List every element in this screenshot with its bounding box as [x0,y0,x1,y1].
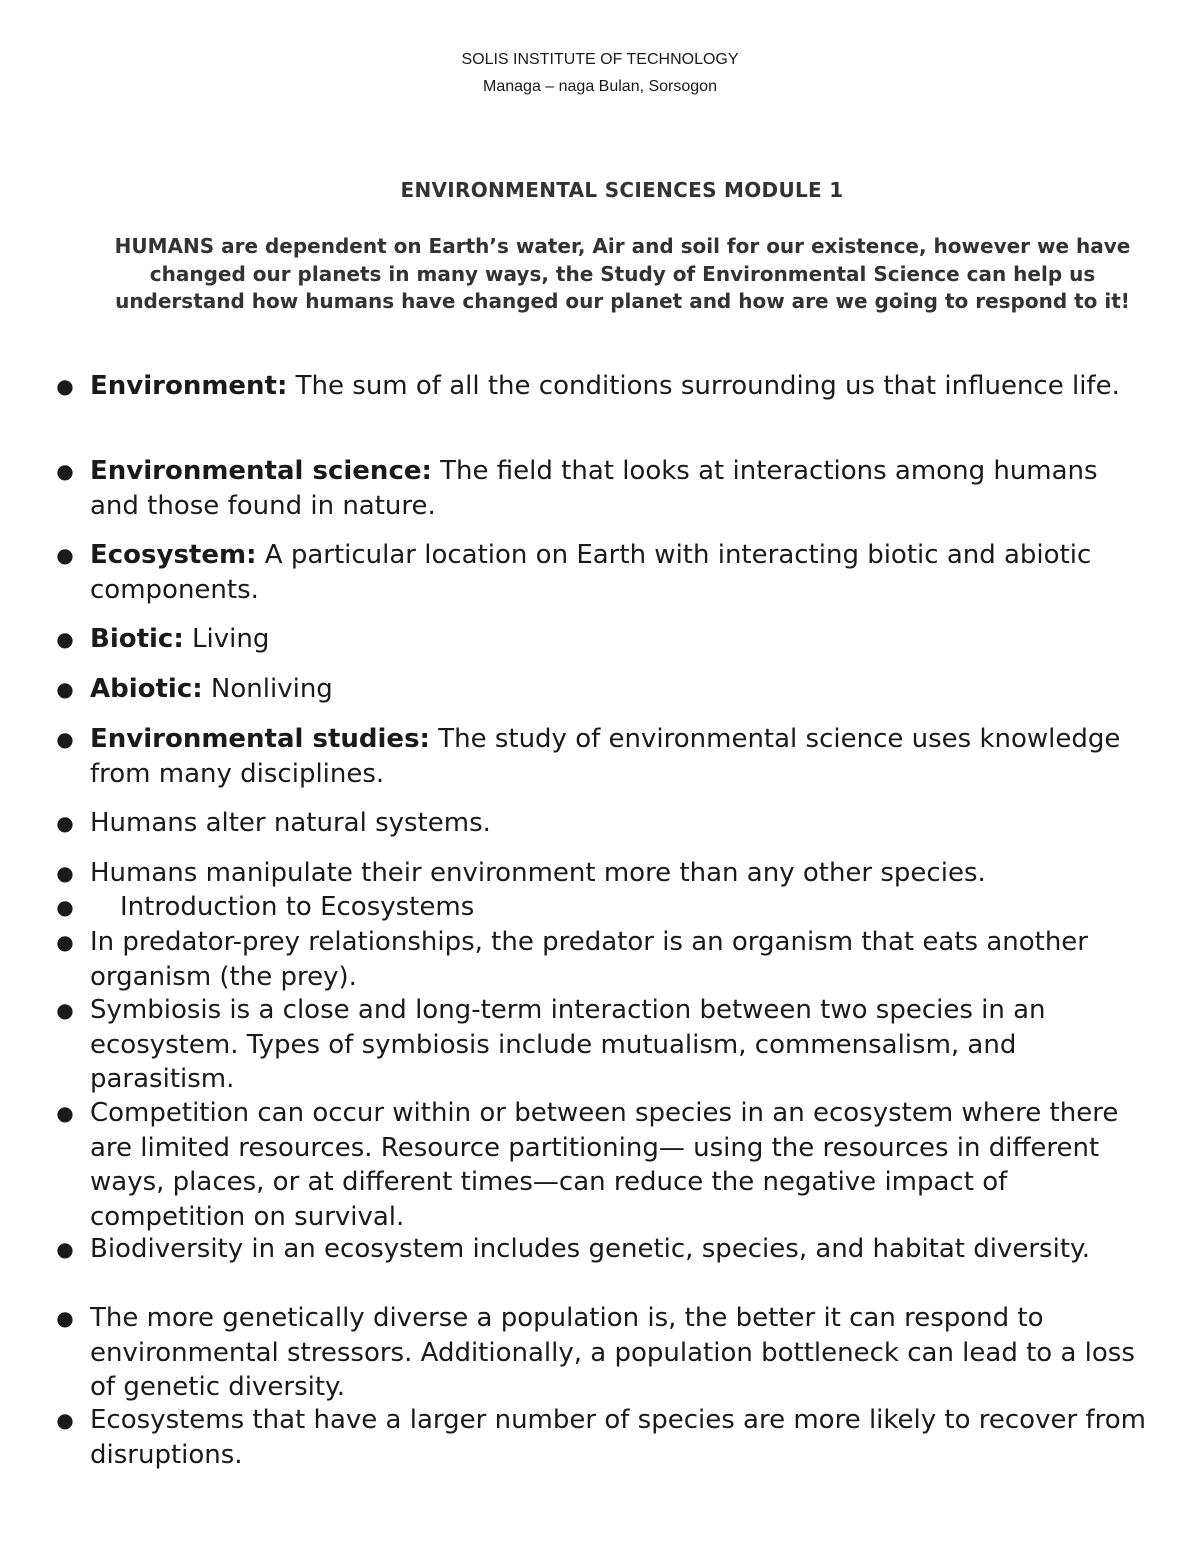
item-term: Environment: [90,371,288,401]
bullet-icon: ● [56,543,74,567]
item-text: Living [183,624,270,654]
item-text: Humans manipulate their environment more than any other species. [90,858,986,888]
list-item [56,369,1150,404]
module-title: ENVIRONMENTAL SCIENCES MODULE 1 [400,178,844,202]
list-item [56,925,1150,994]
item-text: A particular location on Earth with interacting biotic and abiotic components. [90,540,1092,605]
item-text: Symbiosis is a close and long-term interaction between two species in an ecosystem. Types of symbiosis include mutualism, commensalism, and parasitism. [90,995,1046,1094]
bullet-icon: ● [56,374,74,398]
list-item [56,1232,1150,1267]
item-term: Abiotic: [90,674,203,704]
item-text: In predator-prey relationships, the predator is an organism that eats another organism (the prey). [90,927,1088,992]
document-header [0,46,1200,100]
item-text: Biodiversity in an ecosystem includes genetic, species, and habitat diversity. [90,1234,1090,1264]
item-term: Environmental studies: [90,724,430,754]
institution-address: Managa – naga Bulan, Sorsogon [483,78,717,95]
item-term: Biotic: [90,624,184,654]
item-text: Nonliving [202,674,333,704]
item-text: The field that looks at interactions among humans and those found in nature. [90,456,1098,521]
list-item [56,806,1150,841]
bullet-icon: ● [56,1408,74,1432]
item-term: Environmental science: [90,456,432,486]
list-item [56,993,1150,1097]
bullet-icon: ● [56,930,74,954]
bullet-icon: ● [56,895,74,919]
bullet-icon: ● [56,998,74,1022]
item-text: The sum of all the conditions surrounding us that influence life. [287,371,1120,401]
list-item [56,454,1150,523]
bullet-icon: ● [56,1101,74,1125]
bullet-icon: ● [56,811,74,835]
item-term: Ecosystem: [90,540,257,570]
institution-name: SOLIS INSTITUTE OF TECHNOLOGY [461,51,739,68]
bullet-icon: ● [56,861,74,885]
bullet-icon: ● [56,1306,74,1330]
item-text: Competition can occur within or between species in an ecosystem where there are limited resources. Resource partitioning— using the resources in different ways, places, or at different times—can reduce the negative impact of competition on survival. [90,1098,1119,1232]
item-text: Humans alter natural systems. [90,808,491,838]
bullet-icon: ● [56,677,74,701]
bullet-icon: ● [56,727,74,751]
list-item [56,1096,1150,1234]
item-text: The more genetically diverse a population is, the better it can respond to environmental stressors. Additionally, a population bottleneck can lead to a loss of genetic diversity. [90,1303,1135,1402]
bullet-icon: ● [56,627,74,651]
list-item [56,1301,1150,1405]
item-text: Ecosystems that have a larger number of species are more likely to recover from disruptions. [90,1405,1146,1470]
item-text: The study of environmental science uses knowledge from many disciplines. [90,724,1121,789]
list-item [56,890,1150,925]
bullet-icon: ● [56,1237,74,1261]
intro-paragraph: HUMANS are dependent on Earth’s water, Air and soil for our existence, however we have changed our planets in many ways, the Study of Environmental Science can help us understand how humans have changed our planet and how are we going to respond to it! [114,234,1131,313]
item-text: Introduction to Ecosystems [120,892,475,922]
list-item [56,856,1150,891]
list-item [56,1403,1150,1472]
list-item [56,538,1150,607]
list-item [56,722,1150,791]
bullet-icon: ● [56,459,74,483]
list-item [56,672,1150,707]
list-item [56,622,1150,657]
